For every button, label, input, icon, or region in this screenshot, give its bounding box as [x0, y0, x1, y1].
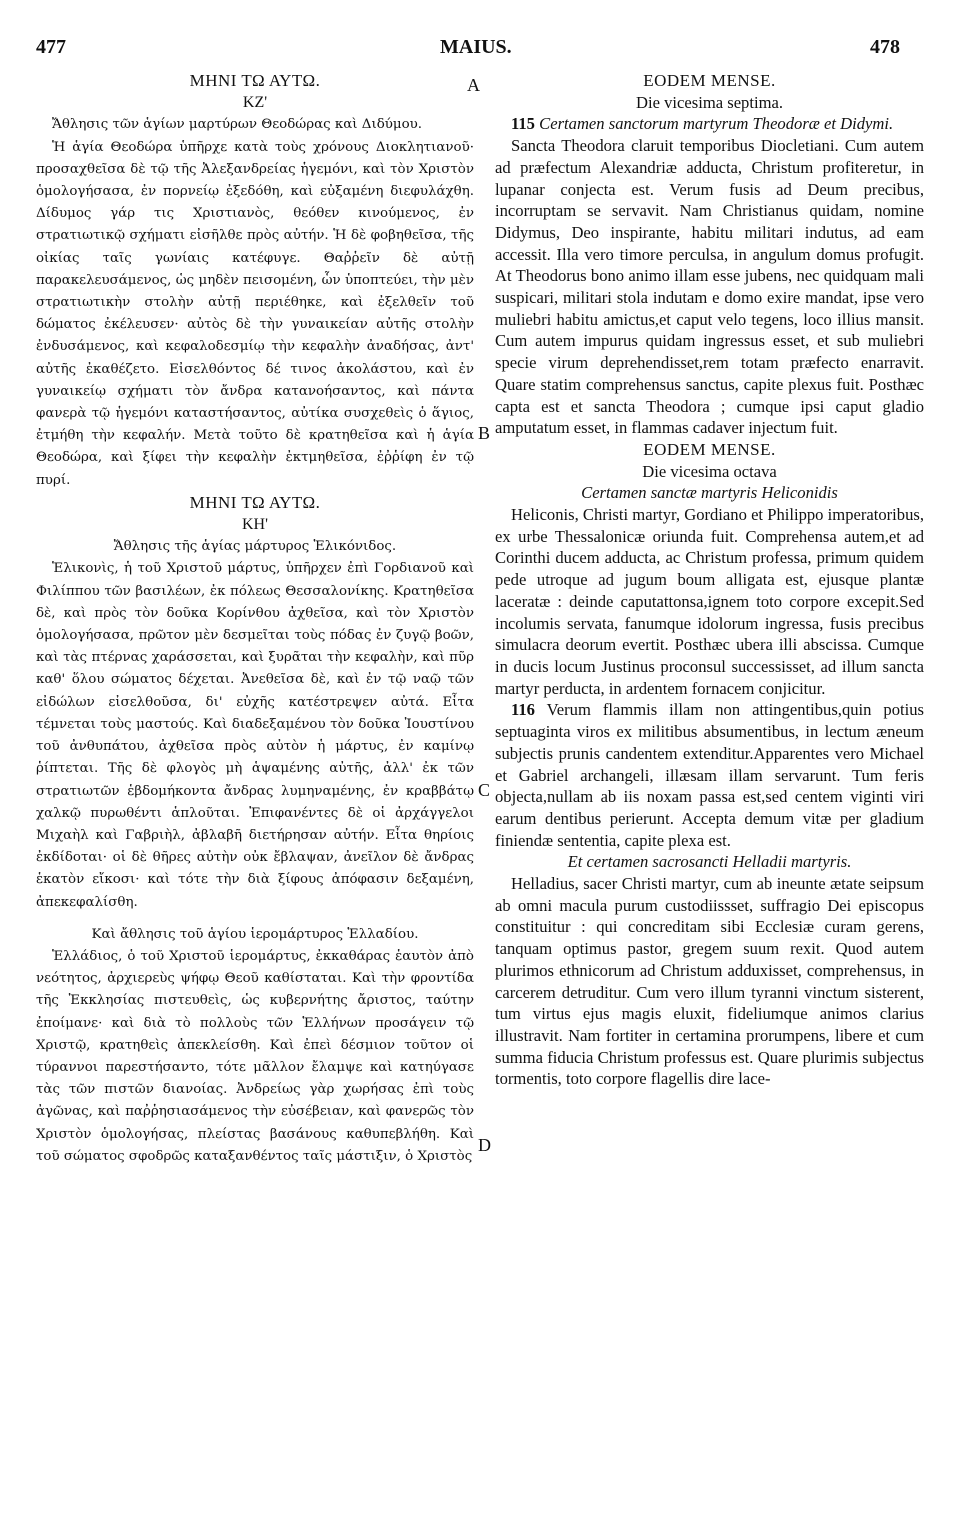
margin-mark-a: A [467, 75, 480, 95]
latin-heading-1: EODEM MENSE. [643, 71, 776, 90]
latin-title-3: Et certamen sacrosancti Helladii martyris. [567, 852, 852, 872]
latin-day-2: Die vicesima octava [642, 461, 777, 481]
greek-heading-2: ΜΗΝΙ ΤΩ ΑΥΤΩ. [189, 492, 321, 512]
section-number-116: 116 [511, 700, 535, 720]
running-title: MAIUS. [440, 36, 512, 58]
latin-paragraph-1: Sancta Theodora claruit temporibus Diocletiani. Cum autem ad præfectum Alexandriæ adducta, Christum profiteretur, in lupanar conjecta est. Verum fusis ad Deum precibus, incorruptam se servavit. Nam Christianus quidam, nomine Didymus, Deo inspirante, habitu militari indutus, ad eam accessit. Illa vero timore perculsa, in angulum domus profugit. At Theodorus bono animo illam esse jubens, nec quidquam mali suspicari, militari stola indutam e domo exire mandat, ipse vero muliebri habitu amictus,et caput velo tegens, loco illius mansit. Cum autem impurus quidam ingressus esset, et sub muliebri specie virum deprehendisset,rem totam præfecto enarravit. Quare statim comprehensus sanctus, capite plexus fuit. Posthæc capta est et sancta Theodora ; cumque ipsi caput gladio amputatum esset, in flammas cadaver injectum fuit. [495, 136, 924, 438]
greek-paragraph-3: Ἑλλάδιος, ὁ τοῦ Χριστοῦ ἱερομάρτυς, ἐκκαθάρας ἑαυτὸν ἀπὸ νεότητος, ἀρχιερεὺς ψήφῳ Θεοῦ καθίσταται. Καὶ τὴν φροντίδα τῆς Ἐκκλησίας πιστευθεὶς, ὡς κυβερνήτης ἄριστος, ταύτην ἐποίμανε· καὶ διὰ τὸ πολλοὺς τῶν Ἑλλήνων προσάγειν τῷ Χριστῷ, κρατηθεὶς ἀπεκλείσθη. Καὶ ἐπεὶ δέσμιον τοῦτον οἱ τύραννοι παρεστήσαντο, τότε μᾶλλον ἔλαμψε καὶ κατηύγασε τὰς τῶν πιστῶν διανοίας. Ἀνδρείως γὰρ χωρήσας ἐπὶ τοὺς ἀγῶνας, καὶ παῤῥησιασάμενος τὴν εὐσέβειαν, καὶ φανερῶς τὸν Χριστὸν ὁμολογήσας, πλείστας βασάνους καθυπεβλήθη. Καὶ τοῦ σώματος σφοδρῶς καταξανθέντος ταῖς μάστιξιν, ὁ Χριστὸς [36, 948, 474, 1164]
greek-paragraph-1: Ἡ ἁγία Θεοδώρα ὑπῆρχε κατὰ τοὺς χρόνους Διοκλητιανοῦ· προσαχθεῖσα δὲ τῷ τῆς Ἀλεξανδρείας ἡγεμόνι, καὶ τὸν Χριστὸν ὁμολογήσασα, ἐν πορνείῳ ἐξεδόθη, καὶ εὐξαμένη διεφυλάχθη. Δίδυμος γάρ τις Χριστιανὸς, θεόθεν κινούμενος, ἐν στρατιωτικῷ σχήματι εἰσῆλθε πρὸς αὐτήν. Ἡ δὲ φοβηθεῖσα, τῆς οἰκίας ταῖς γωνίαις κατέφυγε. Θαῤῥεῖν δὲ αὐτῇ παρακελευσάμενος, ὡς μηδὲν πεισομένη, ὧν ὑποπτεύει, τὴν μὲν στρατιωτικὴν στολὴν αὐτῇ περιέθηκε, καὶ ἐξελθεῖν τοῦ δώματος ἐκέλευσεν· αὐτὸς δὲ τὴν γυναικείαν αὐτῆς στολὴν ἐνδυσάμενος, καὶ κεφαλοδεσμίῳ τὴν κεφαλὴν ἀναδήσας, ἀντ' αὐτῆς ἐκαθέζετο. Εἰσελθόντος δέ τινος ἀκολάστου, καὶ ἐν γυναικείῳ σχήματι τὸν ἄνδρα κατανοήσαντος, καὶ πάντα φανερὰ τῷ ἡγεμόνι καταστήσαντος, αὐτίκα συσχεθεὶς ὁ ἅγιος, ἐτμήθη τὴν κεφαλήν. Μετὰ τοῦτο δὲ κρατηθεῖσα καὶ ἡ ἁγία Θεοδώρα, καὶ ξίφει τὴν κεφαλὴν ἐκτμηθεῖσα, ἐῤῥίφη ἐν τῷ πυρί. [36, 139, 474, 488]
latin-title-1 [495, 113, 924, 135]
margin-mark-b: B [478, 423, 491, 443]
latin-column [495, 70, 924, 1090]
margin-mark-c: C [478, 780, 491, 800]
latin-day-1: Die vicesima septima. [636, 92, 783, 112]
latin-title-2: Certamen sanctæ martyris Heliconidis [581, 483, 838, 503]
greek-day-number-2: ΚΗ' [242, 516, 268, 534]
greek-title-2: Ἄθλησις τῆς ἁγίας μάρτυρος Ἑλικόνιδος. [113, 539, 397, 555]
page-header [0, 36, 959, 64]
left-page-number: 477 [36, 36, 66, 58]
margin-mark-d: D [478, 1135, 491, 1155]
greek-paragraph-2: Ἑλικονὶς, ἡ τοῦ Χριστοῦ μάρτυς, ὑπῆρχεν ἐπὶ Γορδιανοῦ καὶ Φιλίππου τῶν βασιλέων, ἐκ πόλεως Θεσσαλονίκης. Κρατηθεῖσα δὲ, καὶ πρὸς τὸν δοῦκα Κορίνθου ἀχθεῖσα, καὶ τὸν Χριστὸν ὁμολογήσασα, πρῶτον μὲν δεσμεῖται τοὺς πόδας ἐν ζυγῷ βοῶν, καὶ τὰς πτέρνας χαράσσεται, καὶ ξυρᾶται τὴν κεφαλὴν, καὶ πῦρ καθ' ὅλου σώματος δέχεται. Ἀνεθεῖσα δὲ, καὶ ἐν τῷ ναῷ τῶν εἰδώλων εἰσελθοῦσα, δι' εὐχῆς κατέστρεψεν αὐτά. Εἶτα τέμνεται τοὺς μαστούς. Καὶ διαδεξαμένου τὸν δοῦκα Ἰουστίνου τοῦ ἀνθυπάτου, ἀχθεῖσα πρὸς αὐτὸν ἡ μάρτυς, ἐν καμίνῳ ῥίπτεται. Τῆς δὲ φλογὸς μὴ ἁψαμένης αὐτῆς, ἀλλ' ἐκ τῶν στρατιωτῶν ἑβδομήκοντα ἄνδρας λυμηναμένης, ἐν κραββάτῳ χαλκῷ πυρωθέντι ἁπλοῦται. Ἐπιφανέντες δὲ οἱ ἀρχάγγελοι Μιχαὴλ καὶ Γαβριὴλ, ἀβλαβῆ διετήρησαν αὐτήν. Εἶτα θηρίοις ἐκδίδοται· οἱ δὲ θῆρες αὐτὴν οὐκ ἔβλαψαν, ἀνεῖλον δὲ ἄνδρας ἑκατὸν εἴκοσι· καὶ τότε τὴν διὰ ξίφους ἀπόφασιν δεξαμένη, ἀπεκεφαλίσθη. [36, 561, 474, 910]
greek-column [36, 70, 474, 1168]
latin-paragraph-2b: Verum flammis illam non attingentibus,quin potius septuaginta viros ex militibus absumentibus, in lectum æneum subjectis prunis candentem extenditur.Apparentes vero Michael et Gabriel archangeli, illæsam illam servarunt. Tum feris objecta,nullam ab iis noxam passa est,sed centem viginti viri earum dentibus perierunt. Accepta demum vitæ per gladium finiendæ sententia, capite plexa est. [495, 700, 924, 850]
latin-paragraph-2b-wrap [495, 699, 924, 851]
latin-title-1-text: Certamen sanctorum martyrum Theodoræ et Didymi. [539, 114, 894, 134]
right-page-number: 478 [870, 36, 900, 58]
latin-paragraph-2a: Heliconis, Christi martyr, Gordiano et Philippo imperatoribus, ex urbe Thessalonicæ oriunda fuit. Comprehensa autem,et ad Corinthi ducem adducta, ac Christum professa, primum quidem pede utroque ad jugum boum alligata est, ejusque plantæ laceratæ : deinde caputattonsa,ignem toto corpore excepit.Sed incolumis servata, fanumque idolorum ingressa, fusis precibus simulacra deorum evertit. Posthæc ubera illi abscissa. Cumque in ducis locum Justinus proconsul successisset, ad illum sancta martyr perducta, in ardentem fornacem conjicitur. [495, 505, 924, 698]
greek-title-1: Ἄθλησις τῶν ἁγίων μαρτύρων Θεοδώρας καὶ Διδύμου. [52, 117, 423, 133]
greek-heading-1: ΜΗΝΙ ΤΩ ΑΥΤΩ. [189, 71, 321, 90]
latin-heading-2: EODEM MENSE. [643, 439, 776, 459]
greek-day-number-1: ΚΖ' [242, 94, 268, 112]
greek-title-3: Καὶ ἄθλησις τοῦ ἁγίου ἱερομάρτυρος Ἑλλαδίου. [91, 926, 419, 942]
section-number-115: 115 [511, 114, 535, 134]
latin-paragraph-3: Helladius, sacer Christi martyr, cum ab ineunte ætate seipsum ab omni macula purum custodiissset, suffragio Dei episcopus constituitur : qui concreditam sibi Ecclesiæ curam gerens, tanquam optimus pastor, gregem suum rexit. Quod autem plurimos ethnicorum ad Christum adduxisset, comprehensus, in carcerem detruditur. Cum vero illum tyranni vinctum sisterent, tum virtus ejus magis eluxit, fideliumque animos clarius illustravit. Nam fortiter in certamina prorumpens, libere et cum summa fiducia Christum professus est. Quare plurimis subjectus tormentis, toto corpore flagellis dire lace- [495, 874, 924, 1089]
